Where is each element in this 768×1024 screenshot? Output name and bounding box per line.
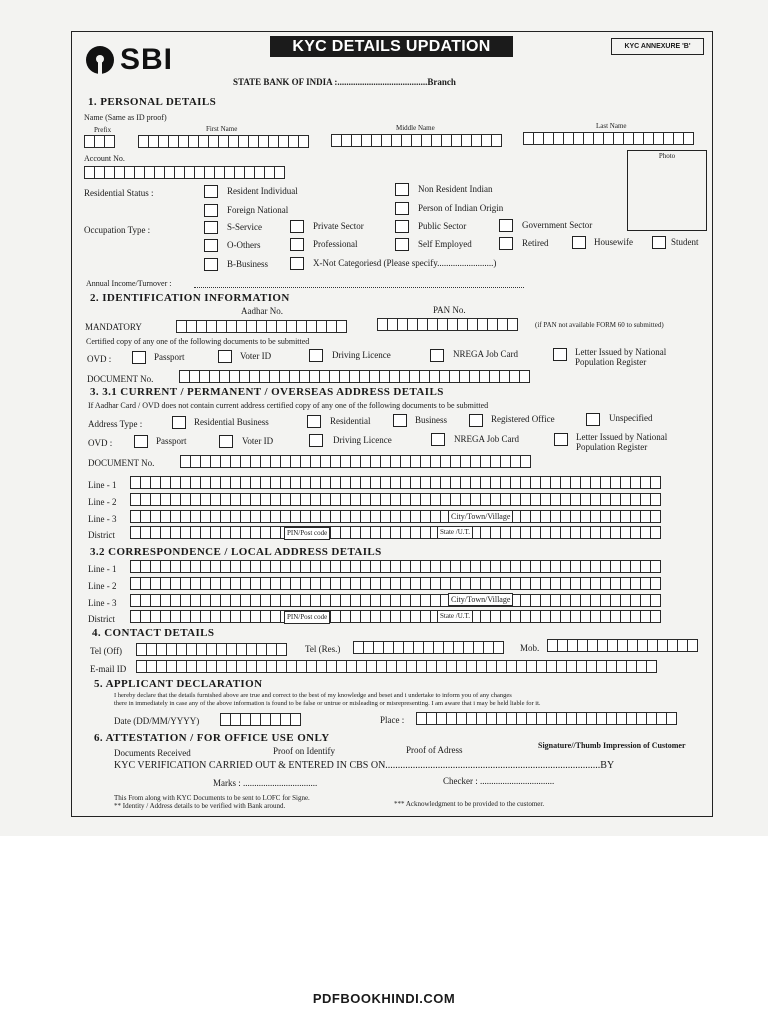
char-box[interactable] [520, 455, 531, 468]
kyc-verification-line: KYC VERIFICATION CARRIED OUT & ENTERED IN CBS ON......................................................................................BY [114, 760, 615, 771]
pan-no-label: PAN No. [433, 305, 466, 315]
address-type-label: Address Type : [88, 419, 143, 429]
char-box[interactable] [290, 713, 301, 726]
char-box[interactable] [650, 510, 661, 523]
section-4-heading: 4. CONTACT DETAILS [92, 627, 215, 639]
section-3-2-heading: 3.2 CORRESPONDENCE / LOCAL ADDRESS DETAILS [90, 546, 382, 558]
email-boxes[interactable] [136, 660, 656, 673]
corr-city-label: City/Town/Village [448, 593, 513, 606]
address-line-3-boxes[interactable] [130, 510, 660, 523]
annual-income-label: Annual Income/Turnover : [86, 279, 172, 288]
district-boxes[interactable] [130, 526, 660, 539]
registered-office-label: Registered Office [491, 414, 555, 424]
ovd-label-2: OVD : [88, 438, 113, 448]
char-box[interactable] [493, 641, 504, 654]
declaration-line-1: I hereby declare that the details furnished above are true and correct to the best of my knowledge and beset and i undertake to inform you of any changes [114, 692, 512, 699]
corr-line-3-boxes[interactable] [130, 594, 660, 607]
proof-address-label: Proof of Adress [406, 745, 463, 755]
checker-line: Checker : ................................. [443, 776, 555, 786]
middle-name-boxes[interactable] [331, 134, 501, 147]
document-no-label-2: DOCUMENT No. [88, 458, 155, 468]
aadhar-address-note: If Aadhar Card / OVD does not contain current address certified copy of any one of the following documents to be submitted [88, 401, 489, 410]
char-box[interactable] [650, 493, 661, 506]
letter-npr-checkbox-1[interactable] [553, 348, 567, 361]
o-others-checkbox[interactable] [204, 239, 218, 252]
corr-district-boxes[interactable] [130, 610, 660, 623]
certified-copy-note: Certified copy of any one of the following documents to be submitted [86, 337, 310, 346]
residential-label: Residential [330, 416, 371, 426]
char-box[interactable] [666, 712, 677, 725]
corr-district-label: District [88, 614, 115, 624]
x-not-categorised-checkbox[interactable] [290, 257, 304, 270]
pan-note: (if PAN not available FORM 60 to submitted) [535, 321, 664, 329]
letter-npr-label-2: Letter Issued by National [576, 432, 668, 442]
professional-label: Professional [313, 239, 358, 249]
site-watermark: PDFBOOKHINDI.COM [312, 991, 456, 1006]
letter-npr-checkbox-2[interactable] [554, 433, 568, 446]
char-box[interactable] [687, 639, 698, 652]
driving-licence-label-2: Driving Licence [333, 435, 392, 445]
char-box[interactable] [274, 166, 285, 179]
driving-licence-checkbox-1[interactable] [309, 349, 323, 362]
population-register-label-1: Population Register [575, 357, 647, 367]
resident-individual-checkbox[interactable] [204, 185, 218, 198]
marks-line: Marks : ................................. [213, 778, 318, 788]
account-no-boxes[interactable] [84, 166, 284, 179]
state-label: State /U.T. [437, 526, 473, 539]
professional-checkbox[interactable] [290, 238, 304, 251]
tel-res-label: Tel (Res.) [305, 644, 341, 654]
corr-line-2-boxes[interactable] [130, 577, 660, 590]
last-name-boxes[interactable] [523, 132, 693, 145]
occupation-type-label: Occupation Type : [84, 225, 151, 235]
proof-identify-label: Proof on Identify [273, 746, 335, 756]
aadhar-no-label: Aadhar No. [241, 306, 283, 316]
email-label: E-mail ID [90, 664, 127, 674]
registered-office-checkbox[interactable] [469, 414, 483, 427]
address-line-2-label: Line - 2 [88, 497, 117, 507]
self-employed-label: Self Employed [418, 239, 472, 249]
place-boxes[interactable] [416, 712, 676, 725]
corr-line-2-label: Line - 2 [88, 581, 117, 591]
passport-checkbox-2[interactable] [134, 435, 148, 448]
tel-res-boxes[interactable] [353, 641, 503, 654]
passport-label-2: Passport [156, 436, 187, 446]
address-line-1-boxes[interactable] [130, 476, 660, 489]
o-others-label: O-Others [227, 240, 261, 250]
person-of-indian-origin-checkbox[interactable] [395, 202, 409, 215]
foreign-national-checkbox[interactable] [204, 204, 218, 217]
corr-pin-label: PIN/Post code [284, 611, 330, 624]
char-box[interactable] [650, 610, 661, 623]
name-label: Name (Same as ID proof) [84, 113, 167, 122]
photo-label: Photo [658, 152, 676, 160]
unspecified-label: Unspecified [609, 413, 653, 423]
char-box[interactable] [336, 320, 347, 333]
s-service-label: S-Service [227, 222, 262, 232]
retired-label: Retired [522, 238, 549, 248]
public-sector-checkbox[interactable] [395, 220, 409, 233]
annexure-label: KYC ANNEXURE 'B' [611, 38, 704, 55]
voter-id-checkbox-1[interactable] [218, 350, 232, 363]
aadhar-no-boxes[interactable] [176, 320, 346, 333]
corr-state-label: State /U.T. [437, 610, 473, 623]
pan-no-boxes[interactable] [377, 318, 517, 331]
note-line-2: ** Identity / Address details to be verified with Bank around. [114, 802, 286, 810]
middle-name-label: Middle Name [396, 124, 435, 132]
housewife-label: Housewife [594, 237, 633, 247]
residential-business-label: Residential Business [194, 417, 269, 427]
mandatory-label: MANDATORY [85, 322, 142, 332]
form-title: KYC DETAILS UPDATION [270, 36, 513, 57]
documents-received-label: Documents Received [114, 748, 191, 758]
business-checkbox[interactable] [393, 414, 407, 427]
char-box[interactable] [519, 370, 530, 383]
photo-box [627, 150, 707, 231]
sbi-logo [86, 44, 173, 76]
first-name-label: First Name [206, 125, 238, 133]
char-box[interactable] [276, 643, 287, 656]
passport-label-1: Passport [154, 352, 185, 362]
government-sector-label: Government Sector [522, 220, 593, 230]
address-line-2-boxes[interactable] [130, 493, 660, 506]
public-sector-label: Public Sector [418, 221, 467, 231]
driving-licence-checkbox-2[interactable] [309, 434, 323, 447]
account-no-label: Account No. [84, 154, 125, 163]
mob-label: Mob. [520, 643, 540, 653]
place-label: Place : [380, 715, 405, 725]
char-box[interactable] [650, 560, 661, 573]
address-line-3-label: Line - 3 [88, 514, 117, 524]
district-label: District [88, 530, 115, 540]
b-business-label: B-Business [227, 259, 269, 269]
char-box[interactable] [507, 318, 518, 331]
pin-label: PIN/Post code [284, 527, 330, 540]
document-no-boxes-2[interactable] [180, 455, 530, 468]
ovd-label-1: OVD : [87, 354, 112, 364]
tel-off-boxes[interactable] [136, 643, 286, 656]
nrega-job-card-checkbox-1[interactable] [430, 349, 444, 362]
nrega-job-card-label-2: NREGA Job Card [454, 434, 519, 444]
foreign-national-label: Foreign National [227, 205, 289, 215]
voter-id-label-2: Voter ID [242, 436, 274, 446]
corr-line-3-label: Line - 3 [88, 598, 117, 608]
person-of-indian-origin-label: Person of Indian Origin [418, 203, 504, 213]
corr-line-1-boxes[interactable] [130, 560, 660, 573]
char-box[interactable] [683, 132, 694, 145]
self-employed-checkbox[interactable] [395, 238, 409, 251]
residential-status-label: Residential Status : [84, 188, 154, 198]
student-checkbox[interactable] [652, 236, 666, 249]
mobile-boxes[interactable] [547, 639, 697, 652]
housewife-checkbox[interactable] [572, 236, 586, 249]
char-box[interactable] [650, 594, 661, 607]
first-name-boxes[interactable] [138, 135, 308, 148]
declaration-line-2: there in immediately in case any of the above information is found to be false or untrue or misleading or misrepresenting. I am aware that i may be held liable for it. [114, 700, 541, 707]
driving-licence-label-1: Driving Licence [332, 350, 391, 360]
document-no-boxes-1[interactable] [179, 370, 529, 383]
char-box[interactable] [491, 134, 502, 147]
annual-income-field[interactable] [194, 287, 524, 288]
char-box[interactable] [298, 135, 309, 148]
private-sector-checkbox[interactable] [290, 220, 304, 233]
bank-branch-line: STATE BANK OF INDIA :........................................Branch [233, 77, 456, 87]
corr-line-1-label: Line - 1 [88, 564, 117, 574]
business-label: Business [415, 415, 448, 425]
section-1-heading: 1. PERSONAL DETAILS [88, 96, 217, 108]
population-register-label-2: Population Register [576, 442, 648, 452]
letter-npr-label-1: Letter Issued by National [575, 347, 667, 357]
logo-text: SBI [120, 43, 174, 76]
last-name-label: Last Name [596, 122, 627, 130]
non-resident-indian-label: Non Resident Indian [418, 184, 493, 194]
b-business-checkbox[interactable] [204, 258, 218, 271]
voter-id-label-1: Voter ID [240, 351, 272, 361]
voter-id-checkbox-2[interactable] [219, 435, 233, 448]
signature-label: Signature//Thumb Impression of Customer [538, 741, 686, 750]
note-line-1: This From along with KYC Documents to be sent to LOFC for Signe. [114, 794, 310, 802]
s-service-checkbox[interactable] [204, 221, 218, 234]
unspecified-checkbox[interactable] [586, 413, 600, 426]
x-not-categorised-label: X-Not Categoriesd (Please specify.........................) [313, 258, 497, 268]
retired-checkbox[interactable] [499, 237, 513, 250]
address-line-1-label: Line - 1 [88, 480, 117, 490]
date-boxes[interactable] [220, 713, 300, 726]
passport-checkbox-1[interactable] [132, 351, 146, 364]
government-sector-checkbox[interactable] [499, 219, 513, 232]
char-box[interactable] [650, 526, 661, 539]
non-resident-indian-checkbox[interactable] [395, 183, 409, 196]
resident-individual-label: Resident Individual [227, 186, 298, 196]
document-no-label-1: DOCUMENT No. [87, 374, 154, 384]
private-sector-label: Private Sector [313, 221, 364, 231]
nrega-job-card-checkbox-2[interactable] [431, 433, 445, 446]
section-6-heading: 6. ATTESTATION / FOR OFFICE USE ONLY [94, 732, 330, 744]
city-label: City/Town/Village [448, 510, 513, 523]
note-line-3: *** Acknowledgment to be provided to the customer. [394, 800, 545, 808]
section-3-1-heading: 3. 3.1 CURRENT / PERMANENT / OVERSEAS ADDRESS DETAILS [90, 386, 444, 398]
char-box[interactable] [650, 476, 661, 489]
tel-off-label: Tel (Off) [90, 646, 122, 656]
residential-business-checkbox[interactable] [172, 416, 186, 429]
section-2-heading: 2. IDENTIFICATION INFORMATION [90, 292, 290, 304]
char-box[interactable] [646, 660, 657, 673]
nrega-job-card-label-1: NREGA Job Card [453, 349, 518, 359]
char-box[interactable] [104, 135, 115, 148]
prefix-label: Prefix [94, 126, 112, 134]
char-box[interactable] [650, 577, 661, 590]
date-label: Date (DD/MM/YYYY) [114, 716, 200, 726]
sbi-logo-icon [86, 46, 114, 74]
residential-checkbox[interactable] [307, 415, 321, 428]
student-label: Student [671, 237, 699, 247]
section-5-heading: 5. APPLICANT DECLARATION [94, 678, 263, 690]
prefix-boxes[interactable] [84, 135, 114, 148]
